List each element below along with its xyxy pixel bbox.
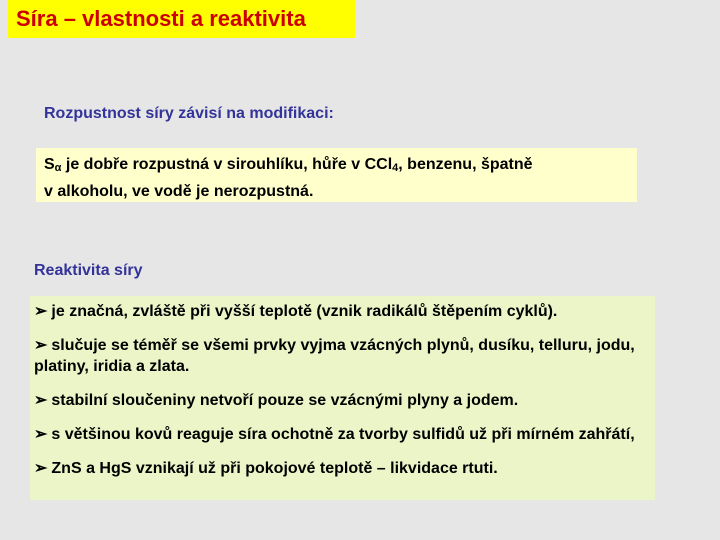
list-item-text: ZnS a HgS vznikají už při pokojové teplotě – likvidace rtuti. — [51, 460, 498, 477]
list-item-text: je značná, zvláště při vyšší teplotě (vznik radikálů štěpením cyklů). — [51, 303, 558, 320]
solubility-heading: Rozpustnost síry závisí na modifikaci: — [44, 105, 334, 122]
arrow-bullet-icon: ➢ — [34, 426, 48, 443]
list-item — [34, 458, 651, 479]
ccl4-subscript: 4 — [392, 162, 399, 174]
reactivity-box — [30, 296, 655, 500]
list-item — [34, 301, 651, 322]
arrow-bullet-icon: ➢ — [34, 392, 48, 409]
solubility-text-1: je dobře rozpustná v sirouhlíku, hůře v CCl — [61, 156, 393, 173]
list-item — [34, 335, 651, 377]
list-item-text: slučuje se téměř se všemi prvky vyjma vzácných plynů, dusíku, telluru, jodu, platiny, iridia a zlata. — [34, 337, 635, 375]
sulfur-symbol: S — [44, 156, 55, 173]
alpha-subscript: α — [54, 162, 62, 174]
solubility-line-2: v alkoholu, ve vodě je nerozpustná. — [44, 183, 314, 200]
arrow-bullet-icon: ➢ — [34, 460, 48, 477]
solubility-line-1 — [44, 153, 629, 180]
arrow-bullet-icon: ➢ — [34, 303, 48, 320]
arrow-bullet-icon: ➢ — [34, 337, 48, 354]
solubility-text-2: , benzenu, špatně — [398, 156, 533, 173]
list-item — [34, 424, 651, 445]
list-item-text: stabilní sloučeniny netvoří pouze se vzácnými plyny a jodem. — [51, 392, 519, 409]
slide-title: Síra – vlastnosti a reaktivita — [8, 0, 355, 38]
list-item-text: s většinou kovů reaguje síra ochotně za tvorby sulfidů už při mírném zahřátí, — [51, 426, 635, 443]
solubility-box — [36, 148, 637, 202]
reactivity-heading: Reaktivita síry — [34, 262, 143, 279]
list-item — [34, 390, 651, 411]
